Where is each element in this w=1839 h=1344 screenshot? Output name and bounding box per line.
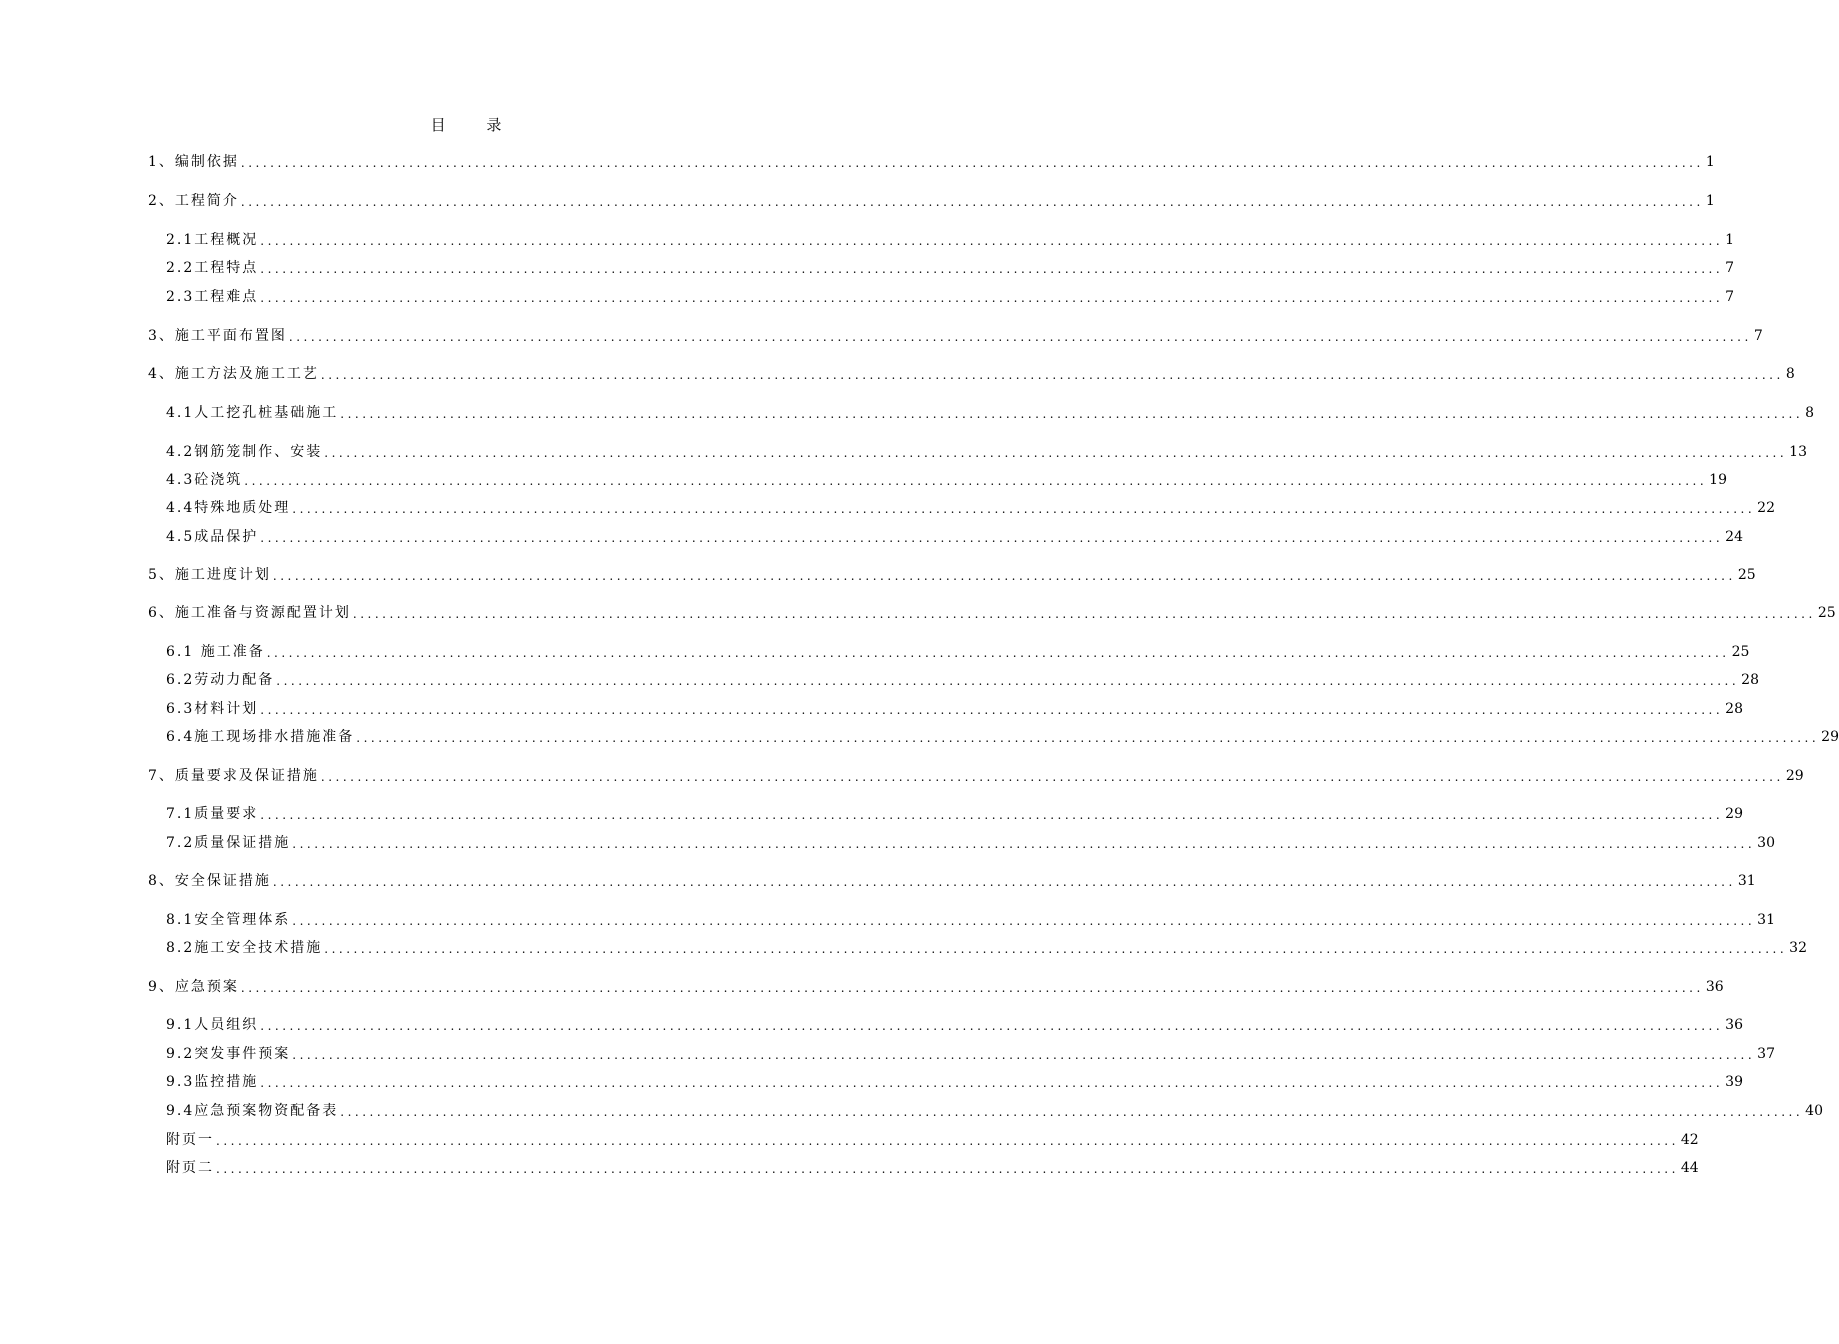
- toc-entry-label: 6、施工准备与资源配置计划: [148, 605, 351, 621]
- toc-leader-dots: ........................................................................................................................................................................................................: [260, 1076, 1724, 1090]
- toc-entry[interactable]: [166, 469, 1727, 491]
- toc-leader-dots: ........................................................................................................................................................................................................: [260, 1019, 1724, 1033]
- toc-entry[interactable]: [148, 363, 1795, 385]
- toc-entry[interactable]: [166, 1014, 1743, 1036]
- toc-entry-label: 4.1人工挖孔桩基础施工: [166, 405, 339, 421]
- toc-entry-label: 7.2质量保证措施: [166, 835, 291, 851]
- toc-entry-page: 44: [1680, 1160, 1699, 1176]
- toc-entry[interactable]: [148, 602, 1836, 624]
- toc-entry[interactable]: [166, 1071, 1743, 1093]
- toc-leader-dots: ........................................................................................................................................................................................................: [244, 474, 1708, 488]
- toc-leader-dots: ........................................................................................................................................................................................................: [260, 234, 1724, 248]
- toc-entry[interactable]: [166, 698, 1743, 720]
- toc-entry[interactable]: [166, 286, 1735, 308]
- toc-entry-page: 31: [1757, 912, 1775, 928]
- toc-entry-label: 4.2钢筋笼制作、安装: [166, 444, 323, 460]
- toc-entry-page: 37: [1757, 1046, 1775, 1062]
- toc-entry[interactable]: [166, 726, 1839, 748]
- toc-entry-label: 9.4应急预案物资配备表: [166, 1103, 339, 1119]
- toc-entry-label: 2.1工程概况: [166, 232, 259, 248]
- toc-leader-dots: ........................................................................................................................................................................................................: [292, 914, 1756, 928]
- toc-entry-label: 1、编制依据: [148, 154, 239, 170]
- toc-entry-page: 24: [1725, 529, 1743, 545]
- toc-leader-dots: ........................................................................................................................................................................................................: [320, 770, 1784, 784]
- toc-entry[interactable]: [166, 441, 1807, 463]
- toc-entry-label: 9.2突发事件预案: [166, 1046, 291, 1062]
- toc-entry-page: 7: [1753, 328, 1763, 344]
- toc-entry-label: 2、工程简介: [148, 193, 239, 209]
- toc-entry[interactable]: [148, 190, 1715, 212]
- toc-entry-page: 19: [1709, 472, 1727, 488]
- toc-leader-dots: ........................................................................................................................................................................................................: [216, 1162, 1679, 1176]
- toc-entry[interactable]: [148, 765, 1804, 787]
- toc-entry-page: 42: [1680, 1132, 1699, 1148]
- toc-entry-label: 6.3材料计划: [166, 701, 259, 717]
- toc-entry-label: 7.1质量要求: [166, 806, 259, 822]
- toc-entry-page: 36: [1725, 1017, 1743, 1033]
- toc-leader-dots: ........................................................................................................................................................................................................: [266, 646, 1730, 660]
- toc-leader-dots: ........................................................................................................................................................................................................: [240, 981, 1704, 995]
- toc-leader-dots: ........................................................................................................................................................................................................: [340, 407, 1804, 421]
- toc-leader-dots: ........................................................................................................................................................................................................: [276, 674, 1740, 688]
- toc-entry-page: 25: [1731, 644, 1750, 660]
- toc-leader-dots: ........................................................................................................................................................................................................: [240, 156, 1704, 170]
- toc-entry-label: 4.5成品保护: [166, 529, 259, 545]
- toc-entry[interactable]: [166, 803, 1743, 825]
- toc-entry[interactable]: [166, 669, 1759, 691]
- toc-entry-page: 13: [1789, 444, 1807, 460]
- toc-entry-page: 7: [1725, 260, 1735, 276]
- toc-entry-page: 22: [1757, 500, 1775, 516]
- toc-entry-page: 25: [1817, 605, 1836, 621]
- toc-entry-label: 3、施工平面布置图: [148, 328, 287, 344]
- toc-leader-dots: ........................................................................................................................................................................................................: [324, 942, 1788, 956]
- toc-entry[interactable]: [148, 151, 1715, 173]
- toc-entry-page: 7: [1725, 289, 1735, 305]
- toc-entry[interactable]: [166, 497, 1775, 519]
- toc-entry-label: 5、施工进度计划: [148, 567, 271, 583]
- toc-entry-page: 32: [1789, 940, 1807, 956]
- toc-entry-page: 29: [1725, 806, 1743, 822]
- toc-entry-page: 1: [1705, 193, 1715, 209]
- toc-entry-page: 28: [1741, 672, 1759, 688]
- toc-leader-dots: ........................................................................................................................................................................................................: [216, 1134, 1679, 1148]
- toc-entry-page: 40: [1805, 1103, 1823, 1119]
- toc-title: 目 录: [430, 116, 520, 134]
- toc-leader-dots: ........................................................................................................................................................................................................: [340, 1105, 1804, 1119]
- toc-entry[interactable]: [166, 402, 1815, 424]
- toc-leader-dots: ........................................................................................................................................................................................................: [324, 446, 1788, 460]
- toc-entry[interactable]: [166, 641, 1750, 663]
- toc-leader-dots: ........................................................................................................................................................................................................: [288, 330, 1752, 344]
- toc-entry-label: 附页二: [166, 1160, 214, 1176]
- toc-entry[interactable]: [166, 1100, 1823, 1122]
- toc-entry-label: 4、施工方法及施工工艺: [148, 366, 319, 382]
- toc-entry-label: 6.2劳动力配备: [166, 672, 275, 688]
- toc-entry[interactable]: [166, 909, 1775, 931]
- toc-entry-label: 6.4施工现场排水措施准备: [166, 729, 355, 745]
- toc-entry[interactable]: [148, 325, 1763, 347]
- toc-entry-label: 6.1 施工准备: [166, 644, 265, 660]
- toc-entry-label: 2.2工程特点: [166, 260, 259, 276]
- toc-entry-label: 9.3监控措施: [166, 1074, 259, 1090]
- toc-entry-page: 29: [1821, 729, 1839, 745]
- toc-leader-dots: ........................................................................................................................................................................................................: [260, 262, 1724, 276]
- toc-leader-dots: ........................................................................................................................................................................................................: [260, 808, 1724, 822]
- toc-leader-dots: ........................................................................................................................................................................................................: [260, 703, 1724, 717]
- toc-entry-page: 1: [1705, 154, 1715, 170]
- toc-entry-label: 9.1人员组织: [166, 1017, 259, 1033]
- toc-entry-label: 4.3砼浇筑: [166, 472, 243, 488]
- toc-entry-label: 2.3工程难点: [166, 289, 259, 305]
- toc-leader-dots: ........................................................................................................................................................................................................: [356, 731, 1820, 745]
- toc-entry[interactable]: [148, 564, 1756, 586]
- toc-leader-dots: ........................................................................................................................................................................................................: [260, 291, 1724, 305]
- toc-entry-label: 附页一: [166, 1132, 214, 1148]
- toc-leader-dots: ........................................................................................................................................................................................................: [292, 837, 1756, 851]
- toc-entry-label: 8.1安全管理体系: [166, 912, 291, 928]
- toc-entry[interactable]: [166, 229, 1735, 251]
- toc-entry-page: 8: [1805, 405, 1815, 421]
- toc-leader-dots: ........................................................................................................................................................................................................: [292, 502, 1756, 516]
- toc-leader-dots: ........................................................................................................................................................................................................: [272, 569, 1736, 583]
- toc-entry-label: 4.4特殊地质处理: [166, 500, 291, 516]
- toc-entry-page: 25: [1737, 567, 1756, 583]
- toc-entry-page: 39: [1725, 1074, 1743, 1090]
- toc-entry-label: 8.2施工安全技术措施: [166, 940, 323, 956]
- toc-entry[interactable]: [166, 526, 1743, 548]
- toc-entry-page: 31: [1737, 873, 1756, 889]
- toc-leader-dots: ........................................................................................................................................................................................................: [260, 531, 1724, 545]
- toc-entry-label: 9、应急预案: [148, 979, 239, 995]
- toc-entry-page: 8: [1785, 366, 1795, 382]
- toc-entry[interactable]: [148, 870, 1756, 892]
- toc-leader-dots: ........................................................................................................................................................................................................: [352, 607, 1816, 621]
- toc-leader-dots: ........................................................................................................................................................................................................: [272, 875, 1736, 889]
- toc-entry-label: 7、质量要求及保证措施: [148, 768, 319, 784]
- toc-entry-page: 30: [1757, 835, 1775, 851]
- toc-entry-label: 8、安全保证措施: [148, 873, 271, 889]
- toc-entry[interactable]: [166, 832, 1775, 854]
- toc-entry-page: 1: [1725, 232, 1735, 248]
- toc-entry-page: 29: [1785, 768, 1804, 784]
- toc-leader-dots: ........................................................................................................................................................................................................: [240, 195, 1704, 209]
- toc-entry[interactable]: [166, 1043, 1775, 1065]
- toc-entry[interactable]: [166, 1157, 1699, 1179]
- toc-entry[interactable]: [148, 976, 1724, 998]
- toc-entry-page: 28: [1725, 701, 1743, 717]
- toc-leader-dots: ........................................................................................................................................................................................................: [292, 1048, 1756, 1062]
- toc-entry[interactable]: [166, 257, 1735, 279]
- toc-entry[interactable]: [166, 937, 1807, 959]
- toc-entry-page: 36: [1705, 979, 1724, 995]
- toc-leader-dots: ........................................................................................................................................................................................................: [320, 368, 1784, 382]
- toc-entry[interactable]: [166, 1129, 1699, 1151]
